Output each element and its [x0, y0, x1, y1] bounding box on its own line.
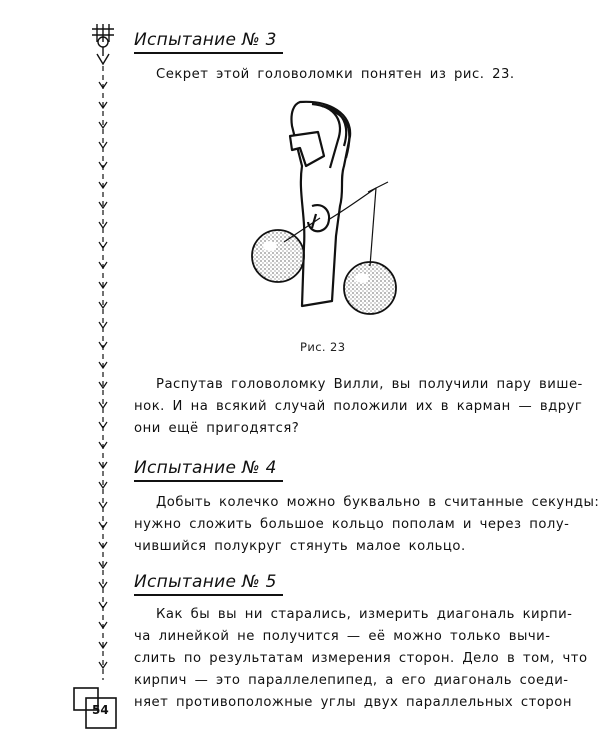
- paragraph-line: Как бы вы ни старались, измерить диагональ кирпи-: [156, 607, 573, 622]
- heading-text: Испытание № 3: [134, 30, 277, 50]
- paragraph-after-figure: [134, 374, 583, 440]
- paragraph-section-4: [134, 492, 600, 558]
- paragraph-line: нок. И на всякий случай положили их в карман — вдруг: [134, 399, 583, 414]
- paragraph-section-5: [134, 604, 588, 714]
- section-heading-4: [134, 458, 277, 478]
- paragraph-line: Секрет этой головоломки понятен из рис. 23.: [156, 67, 515, 82]
- figure-caption: Рис. 23: [300, 340, 346, 354]
- paragraph-line: Распутав головоломку Вилли, вы получили пару више-: [156, 377, 583, 392]
- paragraph-line: слить по результатам измерения сторон. Дело в том, что: [134, 651, 588, 666]
- paragraph-line: Добыть колечко можно буквально в считанные секунды:: [156, 495, 600, 510]
- heading-underline: [134, 52, 283, 54]
- paragraph-line: ча линейкой не получится — её можно только вычи-: [134, 629, 551, 644]
- paragraph-section-3: [134, 64, 554, 86]
- heading-text: Испытание № 5: [134, 572, 277, 592]
- page-number: 54: [92, 703, 109, 717]
- paragraph-line: кирпич — это параллелепипед, а его диагональ соеди-: [134, 673, 569, 688]
- paragraph-line: чившийся полукруг стянуть малое кольцо.: [134, 539, 466, 554]
- margin-arrow-chain-decoration: [88, 20, 118, 700]
- paragraph-line: нужно сложить большое кольцо пополам и через полу-: [134, 517, 570, 532]
- paragraph-line: они ещё пригодятся?: [134, 421, 300, 436]
- section-heading-3: [134, 30, 277, 50]
- paragraph-line: няет противоположные углы двух параллельных сторон: [134, 695, 572, 710]
- figure-23-cherry-puzzle: [240, 96, 420, 326]
- heading-underline: [134, 480, 283, 482]
- heading-underline: [134, 594, 283, 596]
- heading-text: Испытание № 4: [134, 458, 277, 478]
- section-heading-5: [134, 572, 277, 592]
